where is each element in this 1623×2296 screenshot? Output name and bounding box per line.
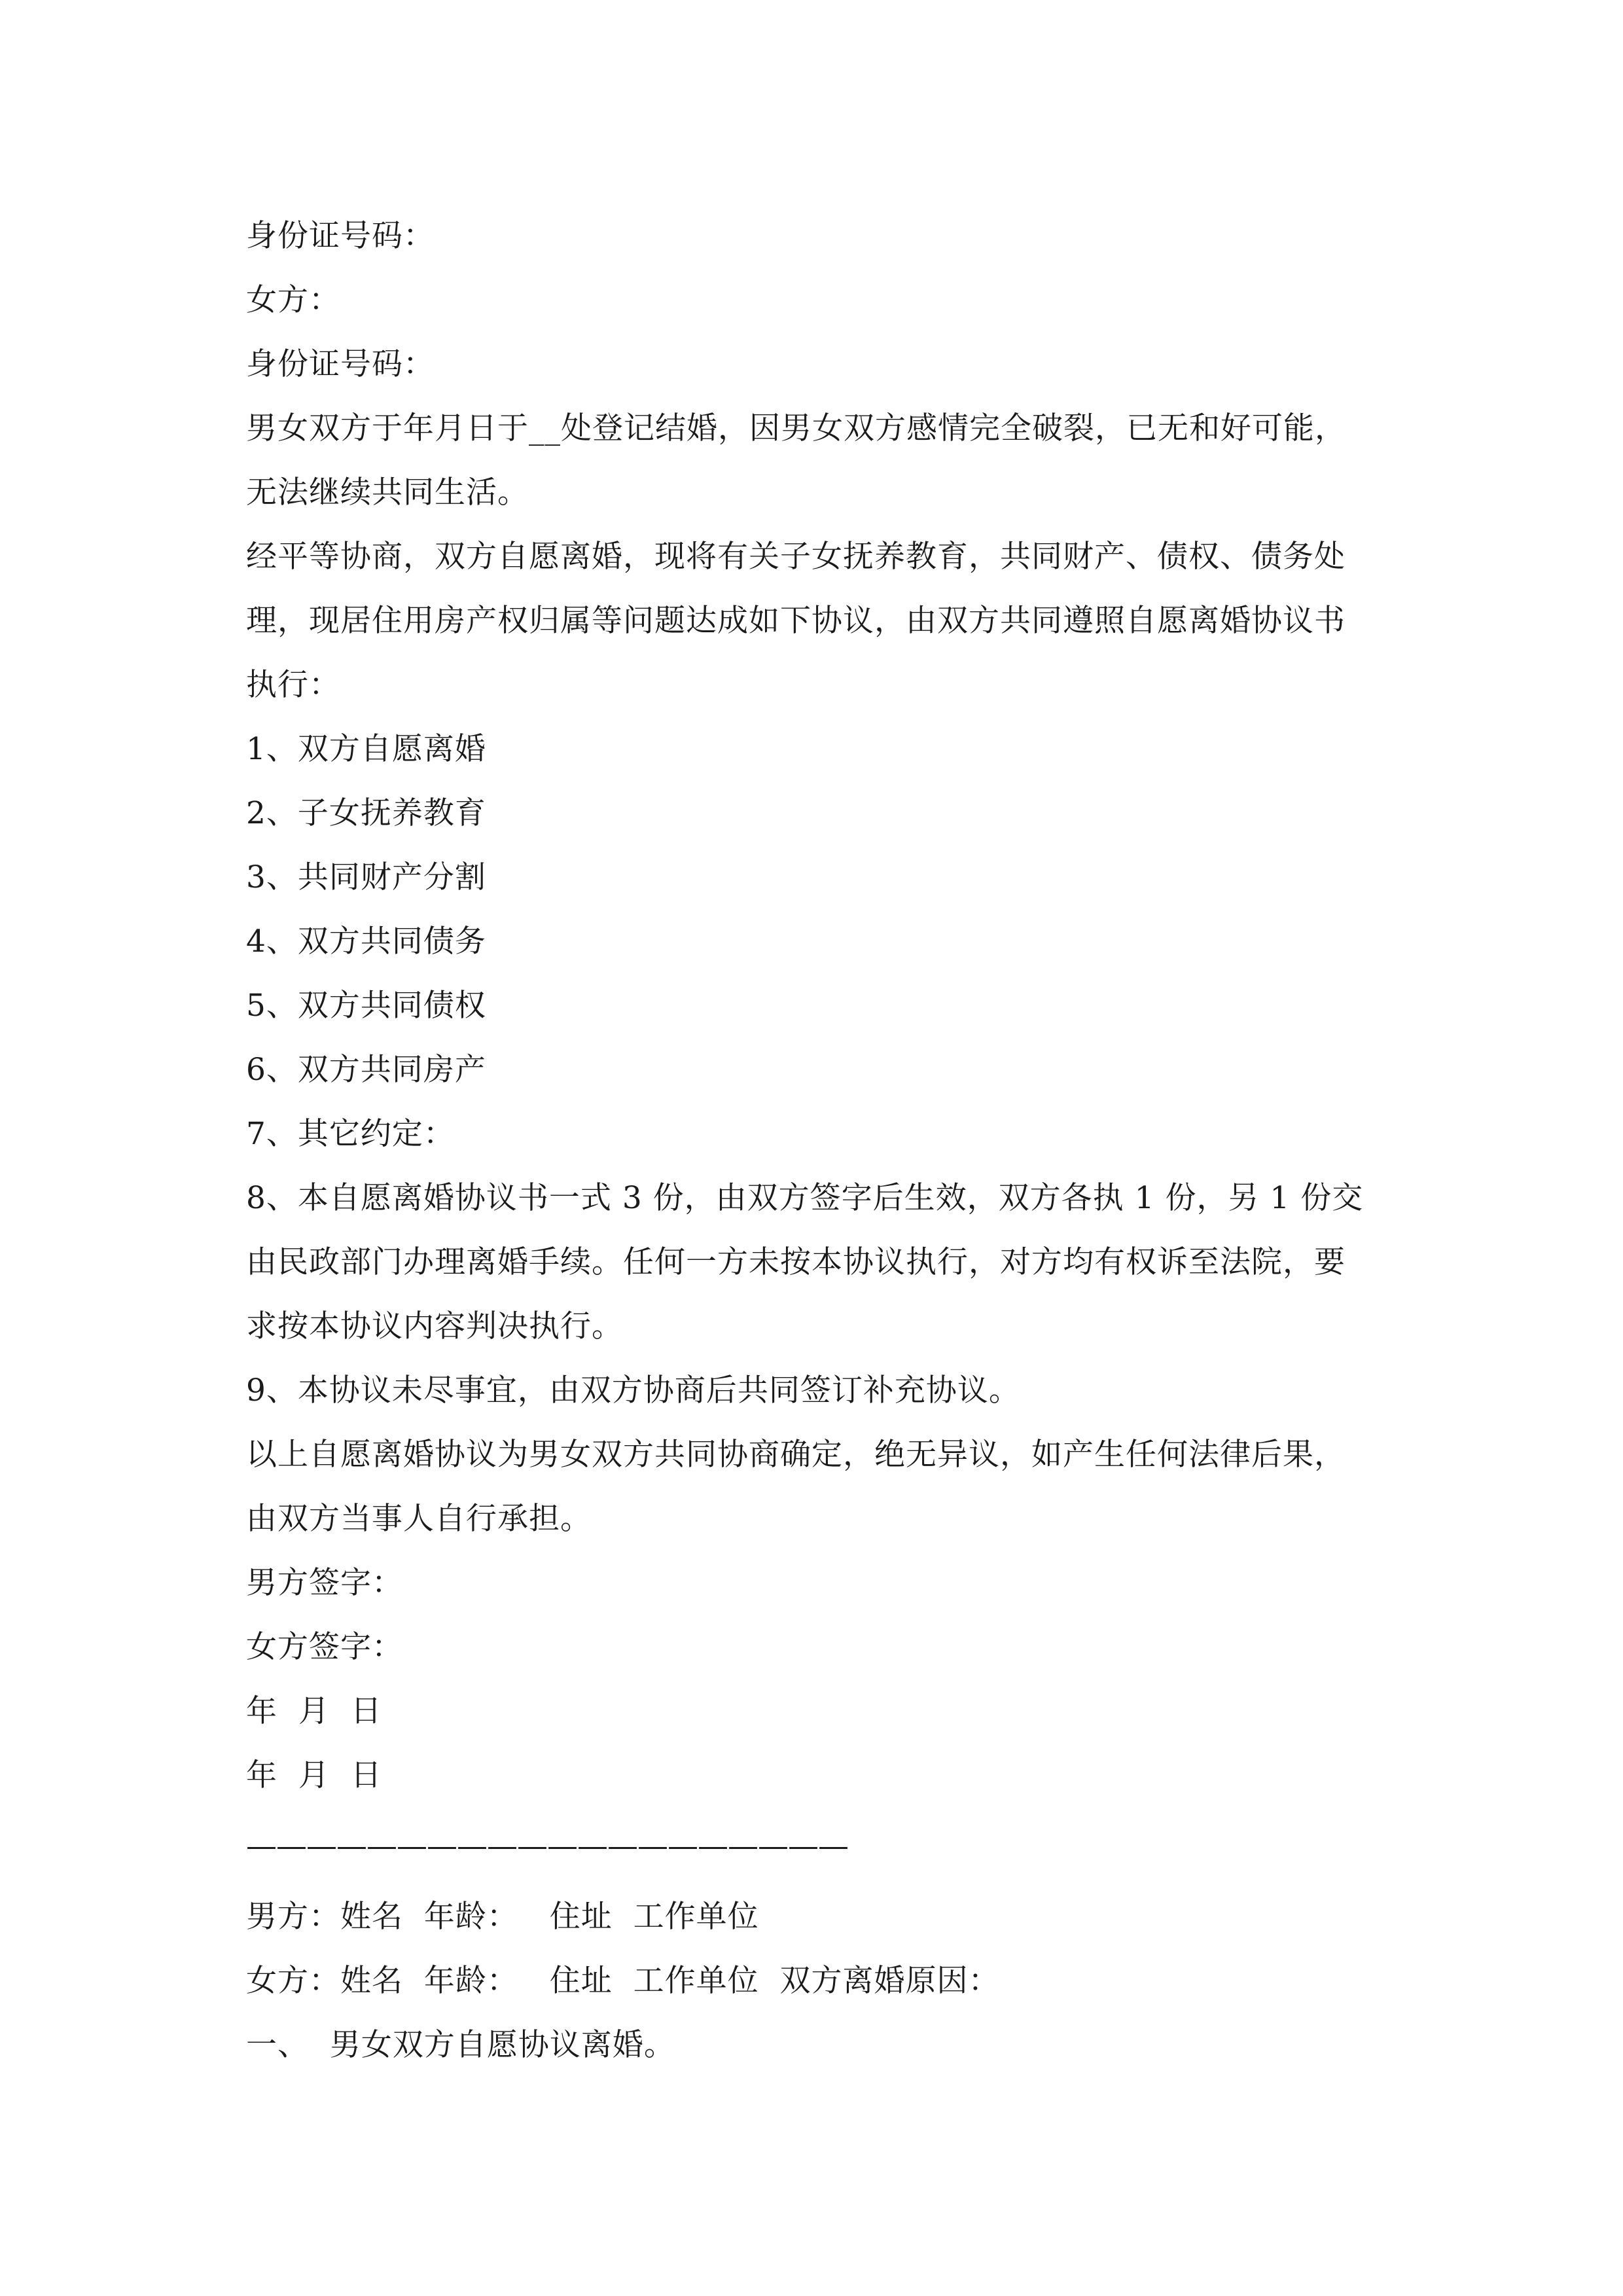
signature-label: 男方签字： — [246, 1565, 403, 1601]
text-line: 一、 男女双方自愿协议离婚。 — [246, 2027, 675, 2063]
list-item: 4、双方共同债务 — [246, 924, 486, 960]
text-line: 求按本协议内容判决执行。 — [246, 1308, 623, 1344]
date-line: 年 月 日 — [246, 1757, 382, 1793]
text-line: 由双方当事人自行承担。 — [246, 1501, 592, 1537]
text-line: 女方： — [246, 282, 340, 318]
list-item: 5、双方共同债权 — [246, 988, 486, 1024]
text-line: 身份证号码： — [246, 346, 435, 382]
text-line: 男方：姓名 年龄： 住址 工作单位 — [246, 1899, 759, 1935]
section-divider: ———————————————————— — [246, 1828, 848, 1864]
list-item: 1、双方自愿离婚 — [246, 731, 486, 767]
text-line: 以上自愿离婚协议为男女双方共同协商确定，绝无异议，如产生任何法律后果， — [246, 1437, 1346, 1473]
signature-label: 女方签字： — [246, 1629, 403, 1665]
text-line: 女方：姓名 年龄： 住址 工作单位 双方离婚原因： — [246, 1963, 1000, 1999]
text-line: 经平等协商，双方自愿离婚，现将有关子女抚养教育，共同财产、债权、债务处 — [246, 539, 1346, 575]
list-item: 6、双方共同房产 — [246, 1052, 486, 1088]
text-line: 由民政部门办理离婚手续。任何一方未按本协议执行，对方均有权诉至法院，要 — [246, 1244, 1346, 1280]
date-line: 年 月 日 — [246, 1693, 382, 1729]
document-body — [246, 204, 1398, 2077]
list-item: 3、共同财产分割 — [246, 859, 486, 895]
list-item: 8、本自愿离婚协议书一式 3 份，由双方签字后生效，双方各执 1 份，另 1 份交 — [246, 1180, 1364, 1216]
text-line: 执行： — [246, 667, 340, 703]
text-line: 理，现居住用房产权归属等问题达成如下协议，由双方共同遵照自愿离婚协议书 — [246, 603, 1346, 639]
text-line: 无法继续共同生活。 — [246, 475, 529, 511]
list-item: 7、其它约定： — [246, 1116, 455, 1152]
list-item: 9、本协议未尽事宜，由双方协商后共同签订补充协议。 — [246, 1372, 1020, 1408]
text-line: 身份证号码： — [246, 218, 435, 254]
text-line: 男女双方于年月日于__处登记结婚，因男女双方感情完全破裂，已无和好可能， — [246, 410, 1346, 446]
list-item: 2、子女抚养教育 — [246, 795, 486, 831]
